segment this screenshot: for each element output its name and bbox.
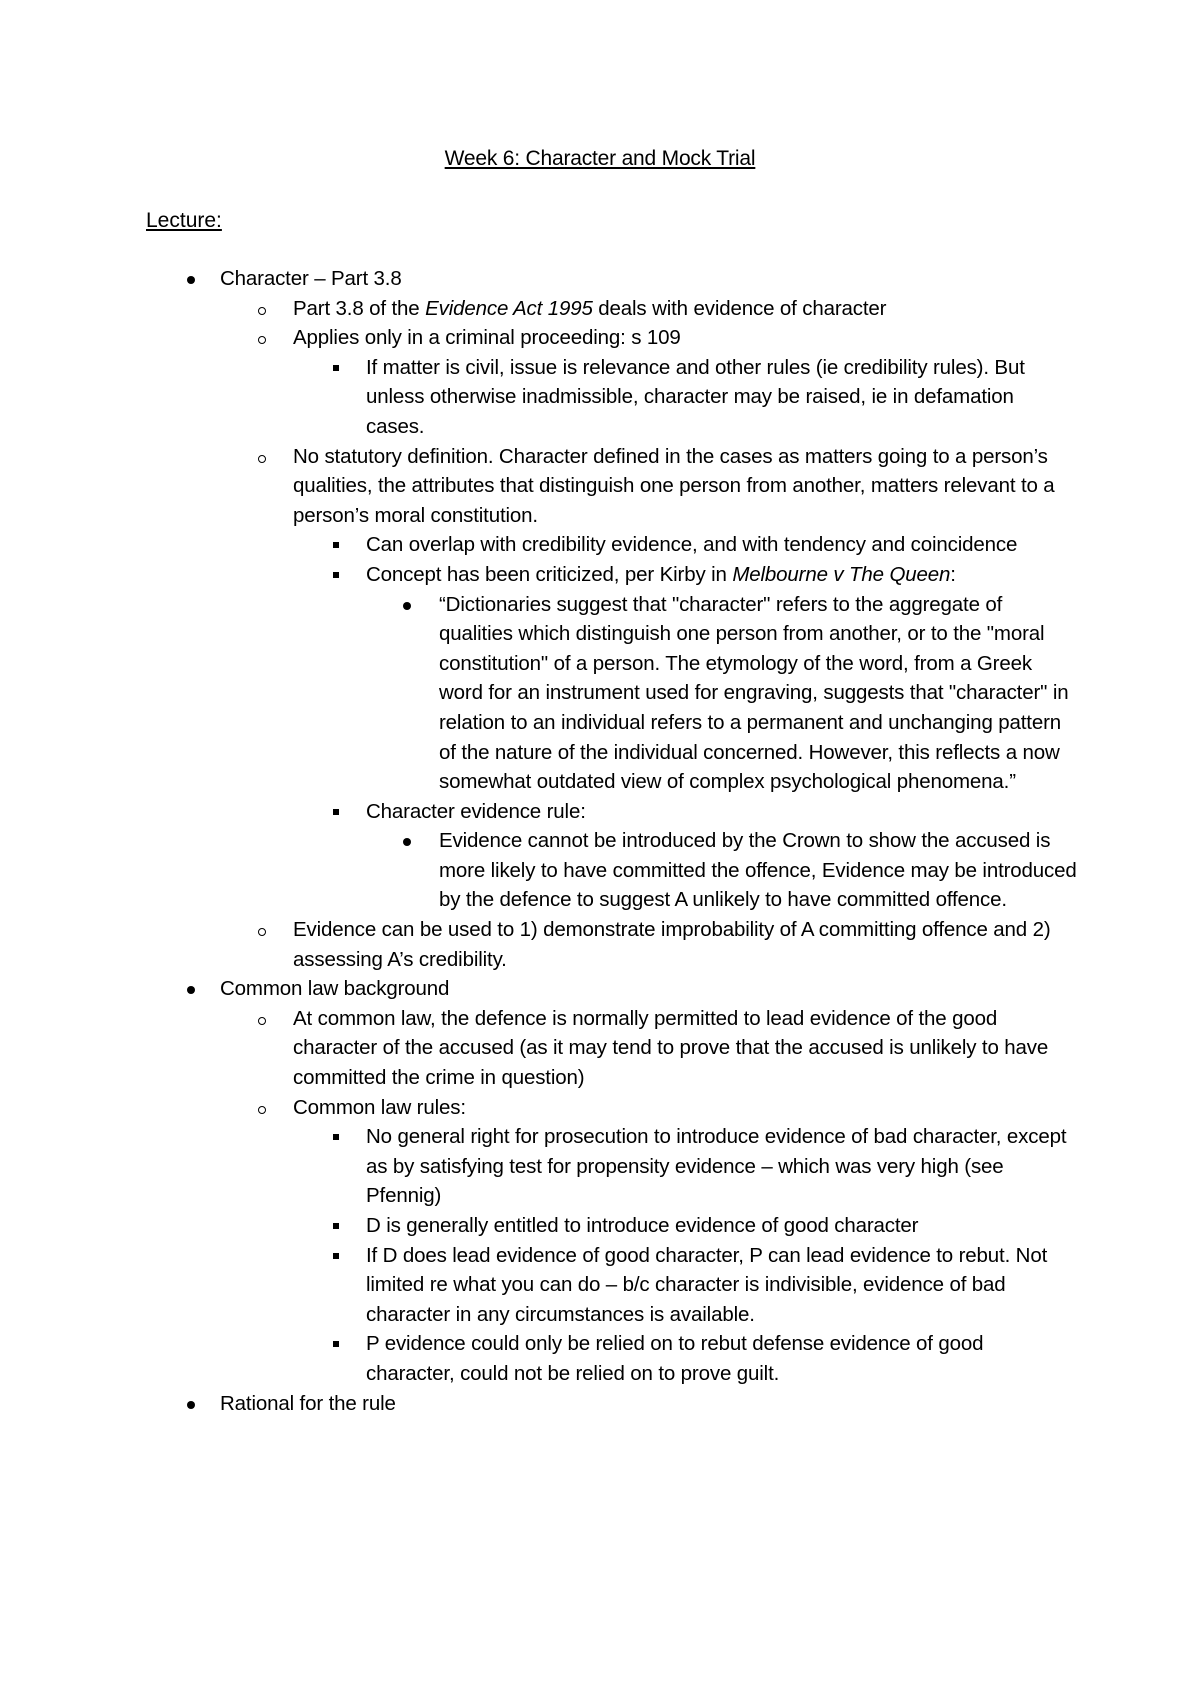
list-item-text: “Dictionaries suggest that "character" refers to the aggregate of qualities which distinguish one person from another, or to the "moral constitution" of a person. The etymology of the word, from a Greek word for an instrument used for engraving, suggests that "character" in relation to an individual refers to a permanent and unchanging pattern of the nature of the individual concerned. However, this reflects a now somewhat outdated view of complex psychological phenomena.” [439, 592, 1069, 794]
list-item-level-3 [0, 560, 1074, 590]
list-item-level-3 [0, 530, 1074, 560]
list-item-text: Character – Part 3.8 [220, 267, 402, 290]
list-item-text: Character evidence rule: [366, 799, 586, 823]
bullet-disc-icon [187, 1401, 195, 1409]
list-item-level-1 [0, 264, 1070, 294]
bullet-square-icon [333, 572, 339, 578]
lecture-heading: Lecture: [146, 209, 222, 232]
list-item-level-2 [0, 1004, 1073, 1093]
list-item-text: At common law, the defence is normally permitted to lead evidence of the good character of the accused (as it may tend to prove that the accused is unlikely to have committed the crime in question) [293, 1006, 1049, 1090]
bullet-circle-icon [258, 928, 266, 936]
bullet-disc-icon [403, 602, 411, 610]
list-item-level-3 [0, 1329, 1074, 1388]
list-item-text: Rational for the rule [220, 1391, 396, 1415]
list-item-text: deals with evidence of character [592, 296, 887, 320]
bullet-square-icon [333, 365, 339, 371]
bullet-circle-icon [258, 1017, 266, 1025]
list-item-text: P evidence could only be relied on to rebut defense evidence of good character, could not be relied on to prove guilt. [366, 1332, 984, 1385]
list-item-level-2 [0, 915, 1073, 974]
list-item-level-1 [0, 1389, 1070, 1419]
list-item-text: Applies only in a criminal proceeding: s 109 [293, 326, 681, 350]
list-item-text: Common law background [220, 977, 450, 1001]
list-item-text: If matter is civil, issue is relevance and other rules (ie credibility rules). But unless otherwise inadmissible, character may be raised, ie in defamation cases. [366, 355, 1025, 438]
bullet-circle-icon [258, 307, 266, 315]
list-item-level-3 [0, 1241, 1074, 1330]
list-item-text: Evidence cannot be introduced by the Crown to show the accused is more likely to have committed the offence, Evidence may be introduced by the defence to suggest A unlikely to have committed offence. [439, 829, 1077, 912]
bullet-square-icon [333, 809, 339, 815]
bullet-disc-icon [403, 838, 411, 846]
list-item-text: Evidence can be used to 1) demonstrate improbability of A committing offence and 2) assessing A’s credibility. [293, 918, 1051, 971]
bullet-circle-icon [258, 336, 266, 344]
bullet-disc-icon [187, 986, 195, 994]
bullet-square-icon [333, 1341, 339, 1347]
bullet-disc-icon [187, 276, 195, 284]
bullet-square-icon [333, 1223, 339, 1229]
list-item-level-2 [0, 323, 1073, 353]
document-title: Week 6: Character and Mock Trial [444, 147, 756, 170]
list-item-level-4 [0, 826, 1077, 915]
list-item-level-4 [0, 590, 1077, 797]
bullet-list [0, 264, 1200, 1418]
list-item-text: Can overlap with credibility evidence, and with tendency and coincidence [366, 533, 1018, 557]
list-item-level-2 [0, 1093, 1073, 1123]
list-item-level-3 [0, 1122, 1074, 1211]
list-item-text: If D does lead evidence of good character, P can lead evidence to rebut. Not limited re what you can do – b/c character is indivisible, evidence of bad character in any circumstances is available. [366, 1243, 1048, 1326]
list-item-level-2 [0, 442, 1073, 531]
list-item-level-3 [0, 1211, 1074, 1241]
list-item-text: : [950, 562, 956, 586]
list-item-level-2 [0, 294, 1073, 324]
list-item-text: Common law rules: [293, 1095, 466, 1119]
bullet-square-icon [333, 1134, 339, 1140]
bullet-circle-icon [258, 1106, 266, 1114]
list-item-text: Concept has been criticized, per Kirby in [366, 562, 733, 586]
bullet-square-icon [333, 1253, 339, 1259]
italic-citation: Evidence Act 1995 [425, 296, 593, 320]
bullet-circle-icon [258, 455, 266, 463]
list-item-level-1 [0, 974, 1070, 1004]
list-item-text: No statutory definition. Character defined in the cases as matters going to a person’s qualities, the attributes that distinguish one person from another, matters relevant to a person’s moral constitution. [293, 444, 1055, 527]
list-item-text: No general right for prosecution to introduce evidence of bad character, except as by satisfying test for propensity evidence – which was very high (see Pfennig) [366, 1125, 1067, 1208]
list-item-level-3 [0, 797, 1074, 827]
list-item-text: Part 3.8 of the [293, 296, 426, 320]
list-item-level-3 [0, 353, 1074, 442]
bullet-square-icon [333, 542, 339, 548]
italic-citation: Melbourne v The Queen [732, 562, 951, 586]
list-item-text: D is generally entitled to introduce evidence of good character [366, 1214, 919, 1237]
